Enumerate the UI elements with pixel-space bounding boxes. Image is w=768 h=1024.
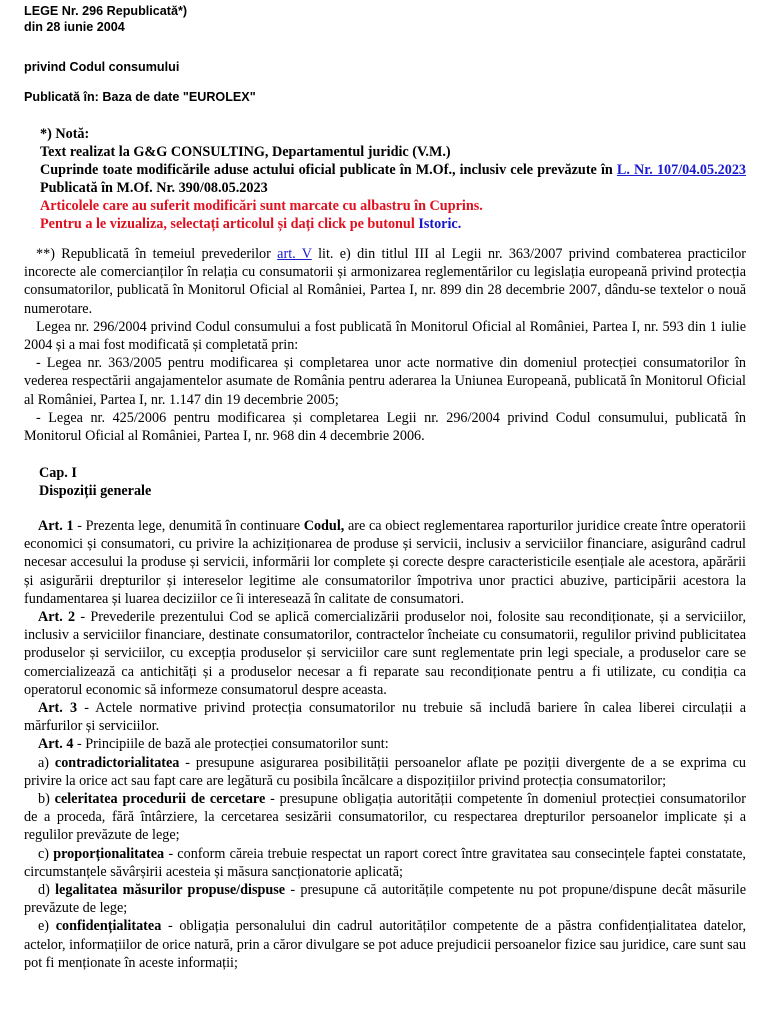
principle-text: - presupune obligația autorității competente în domeniul protecției consumatorilor de a proceda, fără întârziere, la cercetarea sesizării consumatorilor, cu respectarea drepturilor persoanelor implicate și a regulilor prevăzute de lege; bbox=[24, 791, 746, 844]
principle-text: - obligația personalului din cadrul autorităților competente de a păstra confidențialitatea datelor, actelor, informațiilor de orice natură, prin a căror divulgare se pot aduce prejudicii persoanelor fizice sau juridice, care sunt sau pot fi menționate în aceste informații; bbox=[24, 918, 746, 971]
amending-law-link[interactable]: L. Nr. 107/04.05.2023 bbox=[616, 162, 747, 178]
note-instructions-prefix: Pentru a le vizualiza, selectați articolul și dați click pe butonul bbox=[40, 216, 415, 232]
principle-letter: a) bbox=[38, 754, 55, 771]
principle-term: celeritatea procedurii de cercetare bbox=[54, 791, 266, 808]
note-contains-prefix: Cuprinde toate modificările aduse actului oficial publicate în M.Of., inclusiv cele prevăzute în bbox=[40, 162, 613, 178]
republication-suffix: lit. e) din titlul III al Legii nr. 363/2007 privind combaterea practicilor incorecte ale comercianților în relația cu consumatorii și armonizarea reglementărilor cu legislația europeană privind protecția consumatorilor, publicată în Monitorul Oficial al României, Partea I, nr. 899 din 28 decembrie 2007, dându-se textelor o nouă numerotare. bbox=[24, 246, 747, 317]
article-label: Art. 1 bbox=[38, 518, 74, 534]
principle-item bbox=[24, 845, 746, 881]
article-text: - Principiile de bază ale protecției consumatorilor sunt: bbox=[73, 736, 389, 753]
principle-text: - presupune asigurarea posibilității persoanelor aflate pe poziții divergente de a se exprima cu privire la orice act sau fapt care are legătură cu posibila încălcare a dispozițiilor privind protecția consumatorilor; bbox=[24, 754, 746, 789]
note-modified-articles: Articolele care au suferit modificări sunt marcate cu albastru în Cuprins. bbox=[40, 198, 483, 214]
published-in: Publicată în: Baza de date "EUROLEX" bbox=[24, 90, 256, 104]
law-date: din 28 iunie 2004 bbox=[24, 20, 125, 34]
law-subject: privind Codul consumului bbox=[24, 60, 180, 74]
article-2 bbox=[24, 608, 746, 699]
article-term: Codul, bbox=[303, 518, 345, 534]
article-text: - Prezenta lege, denumită în continuare bbox=[73, 518, 304, 534]
note-contains-suffix: Publicată în M.Of. Nr. 390/08.05.2023 bbox=[40, 180, 268, 196]
editorial-note bbox=[40, 125, 746, 233]
publication-history: Legea nr. 296/2004 privind Codul consumului a fost publicată în Monitorul Oficial al României, Partea I, nr. 593 din 1 iulie 2004 și a mai fost modificată și completată prin: bbox=[24, 318, 746, 354]
istoric-button[interactable]: Istoric bbox=[418, 216, 458, 232]
article-text: are ca obiect reglementarea raporturilor juridice create între operatorii economici și consumatori, cu privire la achiziționarea de produse și servicii, inclusiv a serviciilor financiare, asigurând cadrul necesar accesului la produse și servicii, informării lor complete și corecte despre caracteristicile esențiale ale acestora, apărării și asigurării drepturilor și intereselor legitime ale consumatorilor împotriva unor practici abuzive, participării acestora la fundamentarea și luarea deciziilor ce îi interesează în calitate de consumatori. bbox=[24, 518, 746, 607]
principle-term: legalitatea măsurilor propuse/dispuse bbox=[55, 882, 286, 899]
art-v-link[interactable]: art. V bbox=[277, 246, 312, 262]
republication-prefix: **) Republicată în temeiul prevederilor bbox=[36, 246, 271, 262]
amendment-item: - Legea nr. 363/2005 pentru modificarea și completarea unor acte normative din domeniul protecției consumatorilor în vederea respectării angajamentelor asumate de România pentru aderarea la Uniunea Europeană, publicată în Monitorul Oficial al României, Partea I, nr. 1.147 din 19 decembrie 2005; bbox=[24, 355, 746, 408]
principle-item bbox=[24, 790, 746, 845]
article-3 bbox=[24, 699, 746, 735]
article-1 bbox=[24, 517, 746, 608]
amendment-item: - Legea nr. 425/2006 pentru modificarea și completarea Legii nr. 296/2004 privind Codul consumului, publicată în Monitorul Oficial al României, Partea I, nr. 968 din 4 decembrie 2006. bbox=[24, 409, 746, 445]
note-label: *) Notă: bbox=[40, 126, 90, 142]
chapter-title: Dispoziții generale bbox=[39, 483, 152, 499]
note-contains bbox=[40, 161, 746, 197]
republication-paragraph bbox=[24, 245, 746, 318]
article-text: - Actele normative privind protecția consumatorilor nu trebuie să includă bariere în calea liberei circulații a mărfurilor și serviciilor. bbox=[24, 700, 746, 735]
note-instructions-suffix: . bbox=[457, 216, 462, 232]
article-text: - Prevederile prezentului Cod se aplică comercializării produselor noi, folosite sau recondiționate, și a serviciilor, inclusiv a serviciilor financiare, destinate consumatorilor, contractelor încheiate cu consumatorii, regulilor privind publicitatea produselor și serviciilor, cu excepția produselor și serviciilor care sunt reglementate prin legi speciale, a produselor care se comercializează ca antichități și a produselor necesar a fi reparate sau recondiționate pentru a fi utilizate, cu condiția ca operatorul economic să informeze consumatorul despre aceasta. bbox=[24, 609, 746, 698]
principle-letter: e) bbox=[38, 918, 56, 935]
principle-term: confidențialitatea bbox=[55, 918, 162, 935]
principle-letter: b) bbox=[38, 791, 55, 808]
article-label: Art. 4 bbox=[38, 736, 74, 753]
law-title: LEGE Nr. 296 Republicată*) bbox=[24, 4, 188, 18]
article-label: Art. 3 bbox=[38, 700, 78, 717]
principle-letter: c) bbox=[38, 845, 54, 862]
article-4 bbox=[24, 735, 746, 753]
principle-term: contradictorialitatea bbox=[54, 754, 180, 771]
article-label: Art. 2 bbox=[38, 609, 76, 626]
principle-text: - presupune că autoritățile competente nu pot propune/dispune decât măsurile prevăzute de lege; bbox=[24, 882, 746, 917]
chapter-number: Cap. I bbox=[39, 465, 77, 481]
principle-item bbox=[24, 917, 746, 972]
note-instructions bbox=[40, 215, 746, 233]
articles-section bbox=[24, 517, 746, 972]
principle-term: proporționalitatea bbox=[53, 845, 165, 862]
principle-item bbox=[24, 881, 746, 917]
principle-letter: d) bbox=[38, 882, 56, 899]
principle-item bbox=[24, 754, 746, 790]
republication-section bbox=[24, 245, 746, 445]
principle-text: - conform căreia trebuie respectat un raport corect între gravitatea sau consecințele faptei constatate, circumstanțele săvârșirii acesteia și măsura sancționatorie aplicată; bbox=[24, 845, 746, 880]
note-author: Text realizat la G&G CONSULTING, Departamentul juridic (V.M.) bbox=[40, 144, 451, 160]
